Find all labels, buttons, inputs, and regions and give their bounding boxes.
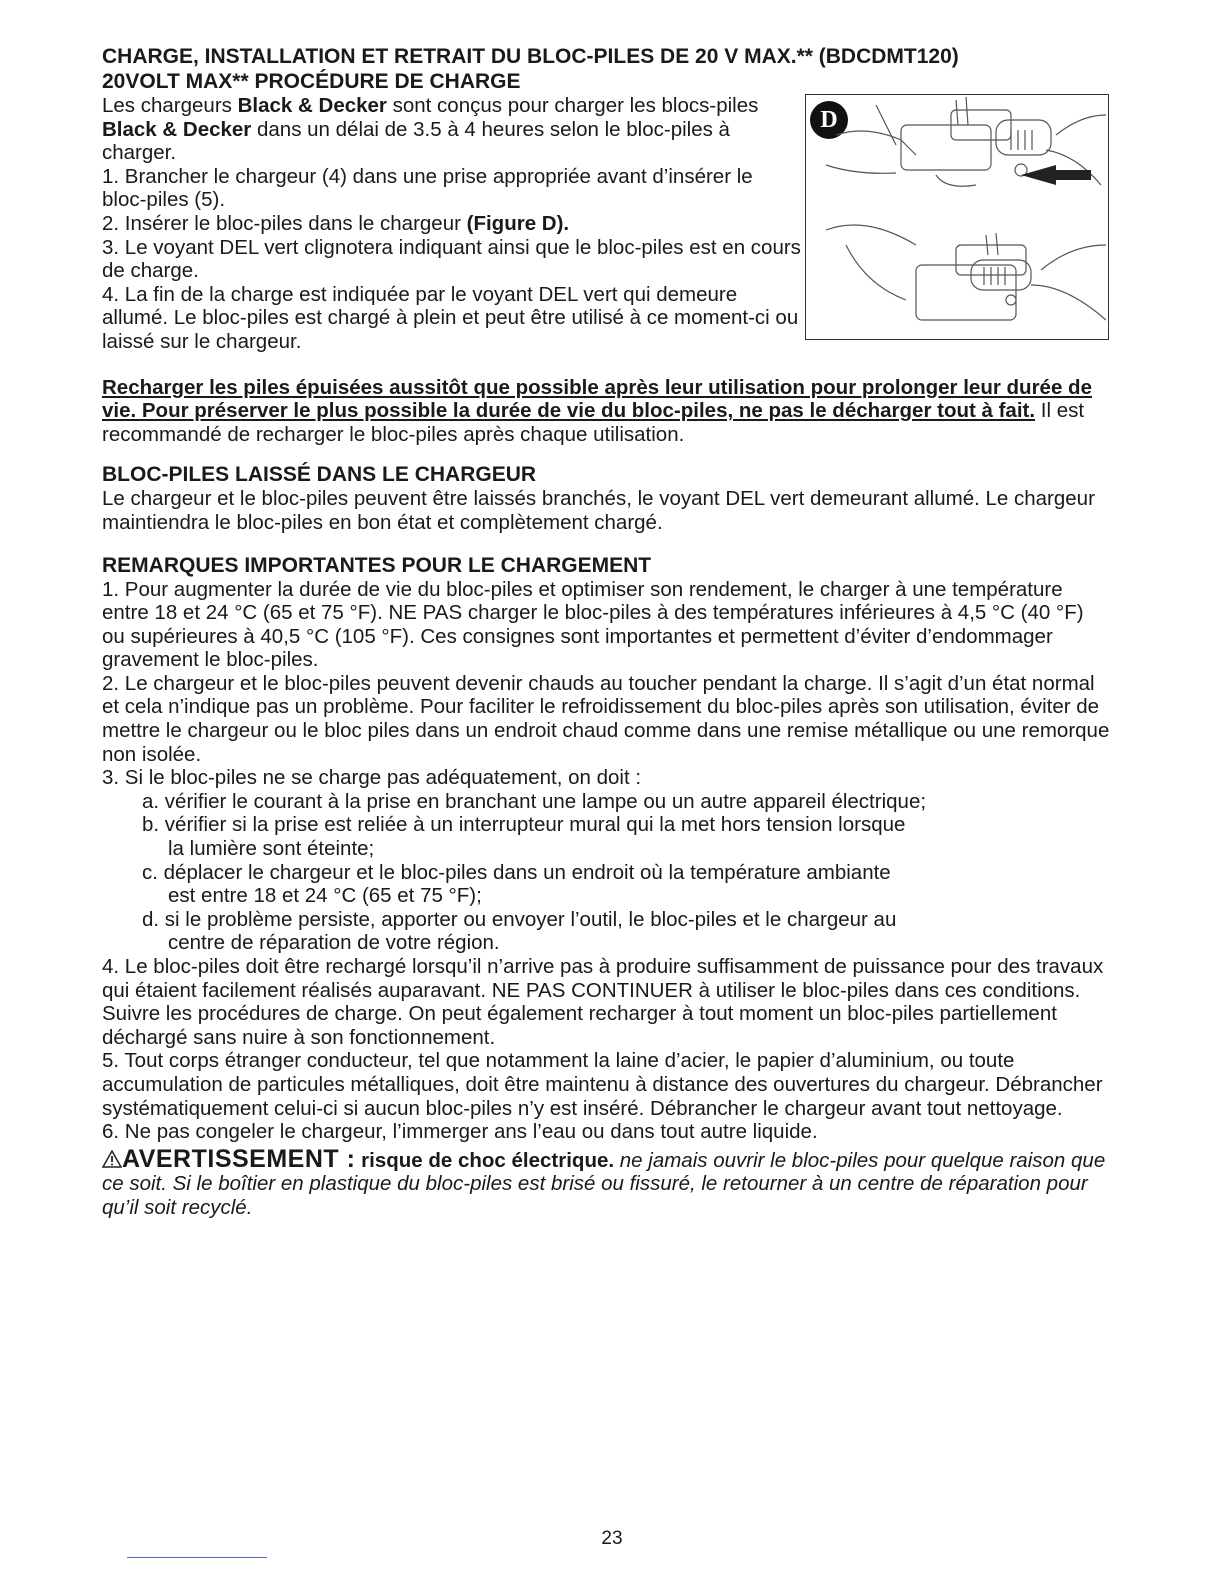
warning-risk: risque de choc électrique. — [361, 1148, 615, 1172]
step-4: 4. La fin de la charge est indiquée par le voyant DEL vert qui demeure allumé. Le bloc-piles est chargé à plein et peut être utilisé à ce moment-ci ou laissé sur le chargeur. — [102, 282, 799, 353]
note-3b-line-1: b. vérifier si la prise est reliée à un interrupteur mural qui la met hors tension lorsque — [142, 813, 906, 837]
warning-triangle-icon — [102, 1150, 122, 1168]
charging-notes-heading: REMARQUES IMPORTANTES POUR LE CHARGEMENT — [102, 553, 652, 577]
note-3c-line-1: c. déplacer le chargeur et le bloc-piles dans un endroit où la température ambiante — [142, 860, 891, 884]
figure-reference: (Figure D). — [466, 211, 570, 235]
recharge-advice: Recharger les piles épuisées aussitôt que possible après leur utilisation pour prolonger leur durée de vie. Pour préserver le plus possible la durée de vie du bloc-piles, ne pas le décharger tout à fait. Il est recommandé de recharger le bloc-piles après chaque utilisation. — [102, 375, 1092, 446]
note-2: 2. Le chargeur et le bloc-piles peuvent devenir chauds au toucher pendant la charge. Il s’agit d’un état normal et cela n’indique pas un problème. Pour faciliter le refroidissement du bloc-piles après son utilisation, éviter de mettre le chargeur ou le bloc piles dans un endroit chaud comme dans une remise métallique ou une remorque non isolée. — [102, 671, 1110, 766]
note-3d-line-1: d. si le problème persiste, apporter ou envoyer l’outil, le bloc-piles et le chargeur au — [142, 907, 897, 931]
brand-name: Black & Decker — [102, 117, 252, 141]
note-4: 4. Le bloc-piles doit être rechargé lorsqu’il n’arrive pas à produire suffisamment de puissance pour des travaux qui étaient facilement réalisés auparavant. NE PAS CONTINUER à utiliser le bloc-piles dans ces conditions. Suivre les procédures de charge. On peut également recharger à tout moment un bloc-piles partiellement déchargé sans nuire à son fonctionnement. — [102, 955, 1104, 1049]
step-3: 3. Le voyant DEL vert clignotera indiquant ainsi que le bloc-piles est en cours de charge. — [102, 235, 801, 283]
note-3a: a. vérifier le courant à la prise en branchant une lampe ou un autre appareil électrique; — [142, 789, 927, 813]
step-2: 2. Insérer le bloc-piles dans le chargeur (Figure D). — [102, 211, 570, 235]
page-number: 23 — [601, 1528, 623, 1549]
warning-text: ne jamais ouvrir le bloc-piles pour quelque raison que ce soit. Si le boîtier en plastique du bloc-piles est brisé ou fissuré, le retourner à un centre de réparation pour qu’il soit recyclé. — [102, 1148, 1106, 1219]
note-1: 1. Pour augmenter la durée de vie du bloc-piles et optimiser son rendement, le charger à une température entre 18 et 24 °C (65 et 75 °F). NE PAS charger le bloc-piles à des températures inférieures à 4,5 °C (40 °F) ou supérieures à 40,5 °C (105 °F). Ces consignes sont importantes et permettent d’éviter d’endommager gravement le bloc-piles. — [102, 577, 1084, 672]
step-1: 1. Brancher le chargeur (4) dans une prise appropriée avant d’insérer le bloc-piles (5). — [102, 164, 753, 212]
note-5: 5. Tout corps étranger conducteur, tel que notamment la laine d’acier, le papier d’aluminium, ou toute accumulation de particules métalliques, doit être maintenu à distance des ouvertures du chargeur. Débrancher systématiquement celui-ci si aucun bloc-piles n’y est inséré. Débrancher le chargeur avant tout nettoyage. — [102, 1049, 1103, 1120]
note-3b-line-2: la lumière sont éteinte; — [168, 837, 375, 861]
note-3-sublist — [142, 790, 1112, 955]
intro-paragraph: Les chargeurs Black & Decker sont conçus pour charger les blocs-piles Black & Decker dans un délai de 3.5 à 4 heures selon le bloc-piles à charger. — [102, 94, 759, 165]
recharge-emphasis: Recharger les piles épuisées aussitôt que possible après leur utilisation pour prolonger leur durée de vie. Pour préserver le plus possible la durée de vie du bloc-piles, ne pas le décharger tout à fait. — [102, 375, 1092, 423]
note-6: 6. Ne pas congeler le chargeur, l’immerger ans l’eau ou dans tout autre liquide. — [102, 1120, 818, 1144]
manual-page — [102, 44, 1112, 1220]
brand-name: Black & Decker — [237, 94, 387, 117]
footer-rule — [127, 1557, 267, 1558]
left-in-charger-text: Le chargeur et le bloc-piles peuvent être laissés branchés, le voyant DEL vert demeurant allumé. Le chargeur maintiendra le bloc-piles en bon état et complètement chargé. — [102, 487, 1095, 534]
charge-procedure-heading: 20VOLT MAX** PROCÉDURE DE CHARGE — [102, 70, 521, 93]
note-3c-line-2: est entre 18 et 24 °C (65 et 75 °F); — [168, 884, 482, 908]
note-3d-line-2: centre de réparation de votre région. — [168, 931, 500, 955]
warning-block — [102, 1144, 1112, 1220]
note-3: 3. Si le bloc-piles ne se charge pas adéquatement, on doit : — [102, 766, 642, 790]
page-title: CHARGE, INSTALLATION ET RETRAIT DU BLOC-PILES DE 20 V MAX.** (BDCDMT120) — [102, 45, 959, 68]
warning-title: AVERTISSEMENT : — [122, 1144, 356, 1173]
battery-charger-illustration-icon — [806, 95, 1106, 337]
charge-procedure-text — [102, 94, 802, 354]
figure-label-badge: D — [810, 101, 848, 139]
left-in-charger-heading: BLOC-PILES LAISSÉ DANS LE CHARGEUR — [102, 463, 537, 487]
figure-d — [805, 94, 1109, 340]
